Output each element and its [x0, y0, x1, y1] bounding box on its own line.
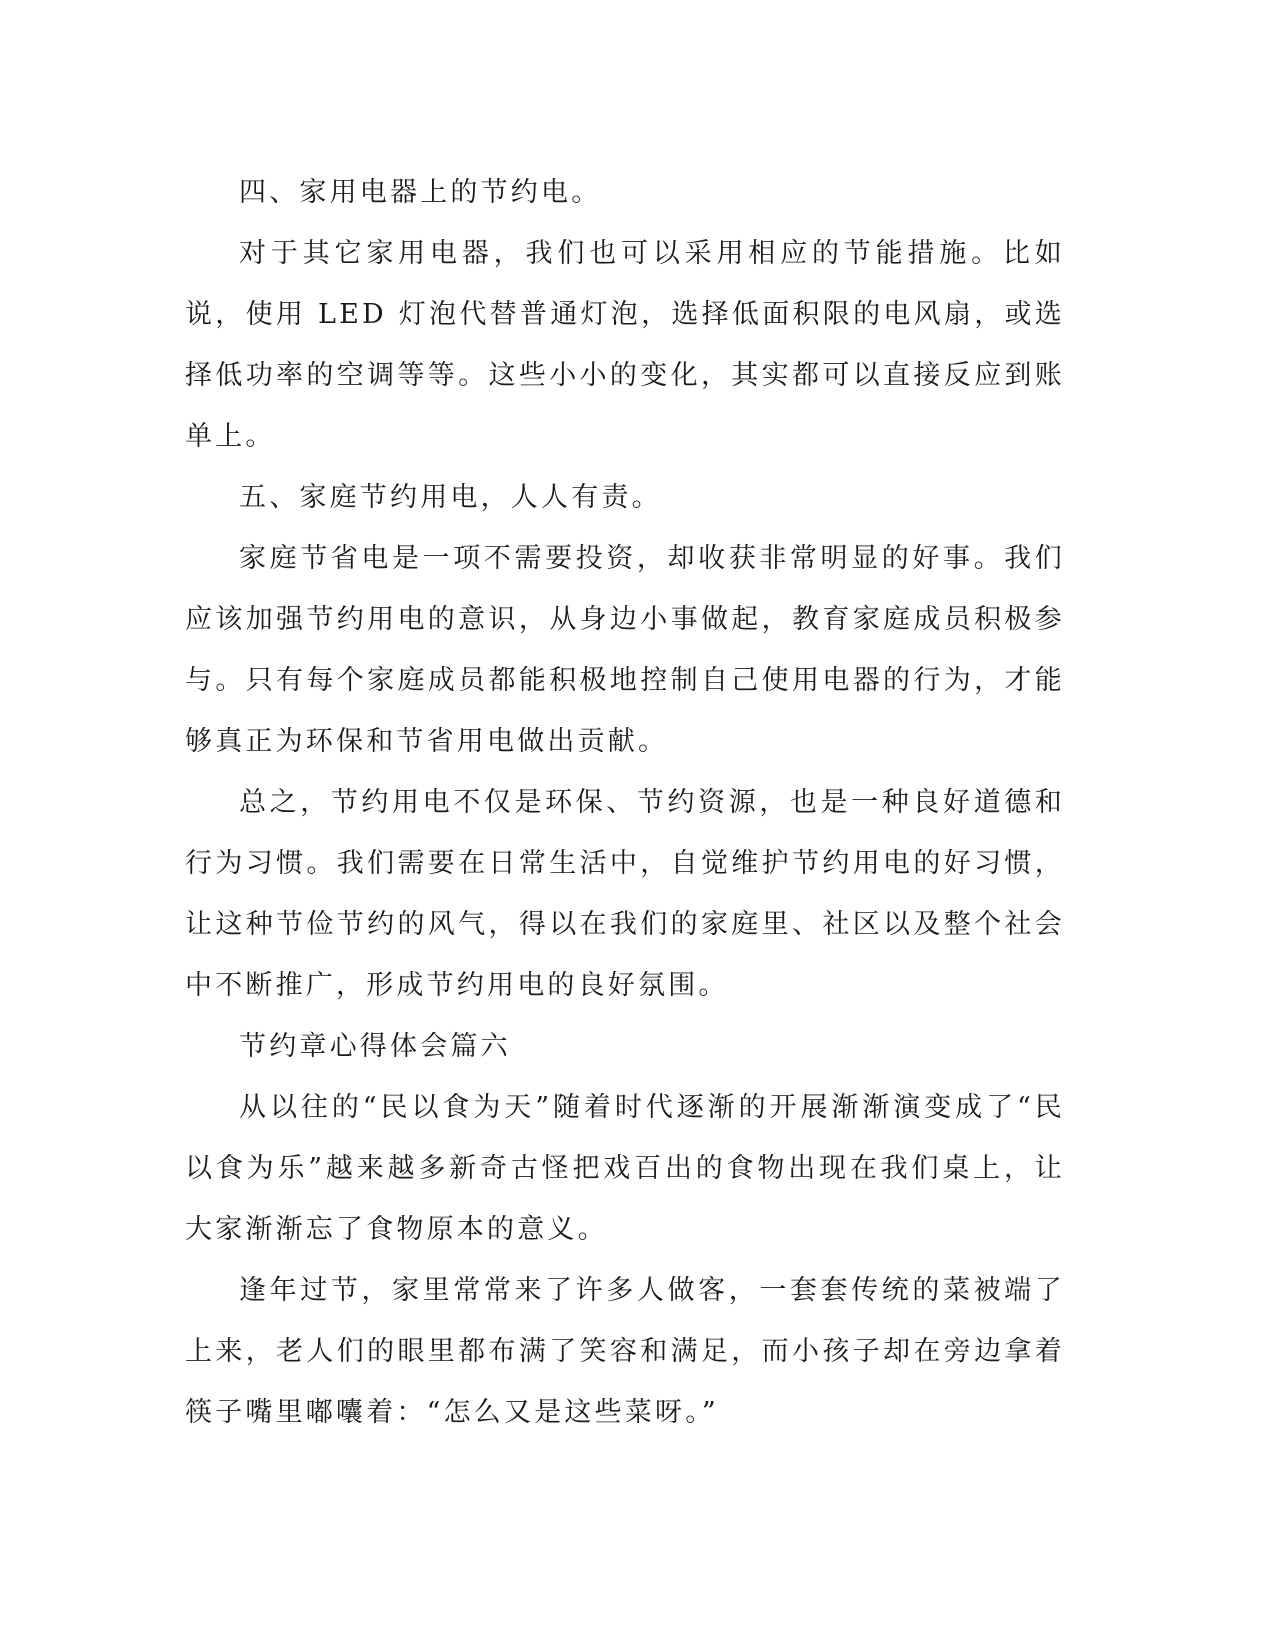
section-heading-family-responsibility: 五、家庭节约用电，人人有责。 — [239, 482, 662, 513]
paragraph-appliance-measures: 对于其它家用电器，我们也可以采用相应的节能措施。比如说，使用 LED 灯泡代替普通灯泡，选择低面积限的电风扇，或选择低功率的空调等等。这些小小的变化，其实都可以直接反应到账单上。 — [185, 238, 1065, 452]
article-title-part-six: 节约章心得体会篇六 — [239, 1031, 511, 1062]
section-heading-appliance-saving: 四、家用电器上的节约电。 — [239, 177, 602, 208]
paragraph-food-meaning: 从以往的“民以食为天”随着时代逐渐的开展渐渐演变成了“民以食为乐”越来越多新奇古怪把戏百出的食物出现在我们桌上，让大家渐渐忘了食物原本的意义。 — [185, 1092, 1065, 1245]
document-body — [185, 162, 1065, 1443]
paragraph-family-saving: 家庭节省电是一项不需要投资，却收获非常明显的好事。我们应该加强节约用电的意识，从身边小事做起，教育家庭成员积极参与。只有每个家庭成员都能积极地控制自己使用电器的行为，才能够真正为环保和节省用电做出贡献。 — [185, 543, 1065, 757]
paragraph-conclusion: 总之，节约用电不仅是环保、节约资源，也是一种良好道德和行为习惯。我们需要在日常生活中，自觉维护节约用电的好习惯，让这种节俭节约的风气，得以在我们的家庭里、社区以及整个社会中不断推广，形成节约用电的良好氛围。 — [185, 787, 1065, 1001]
paragraph-festival-dishes: 逢年过节，家里常常来了许多人做客，一套套传统的菜被端了上来，老人们的眼里都布满了笑容和满足，而小孩子却在旁边拿着筷子嘴里嘟囔着：“怎么又是这些菜呀。” — [185, 1275, 1065, 1428]
